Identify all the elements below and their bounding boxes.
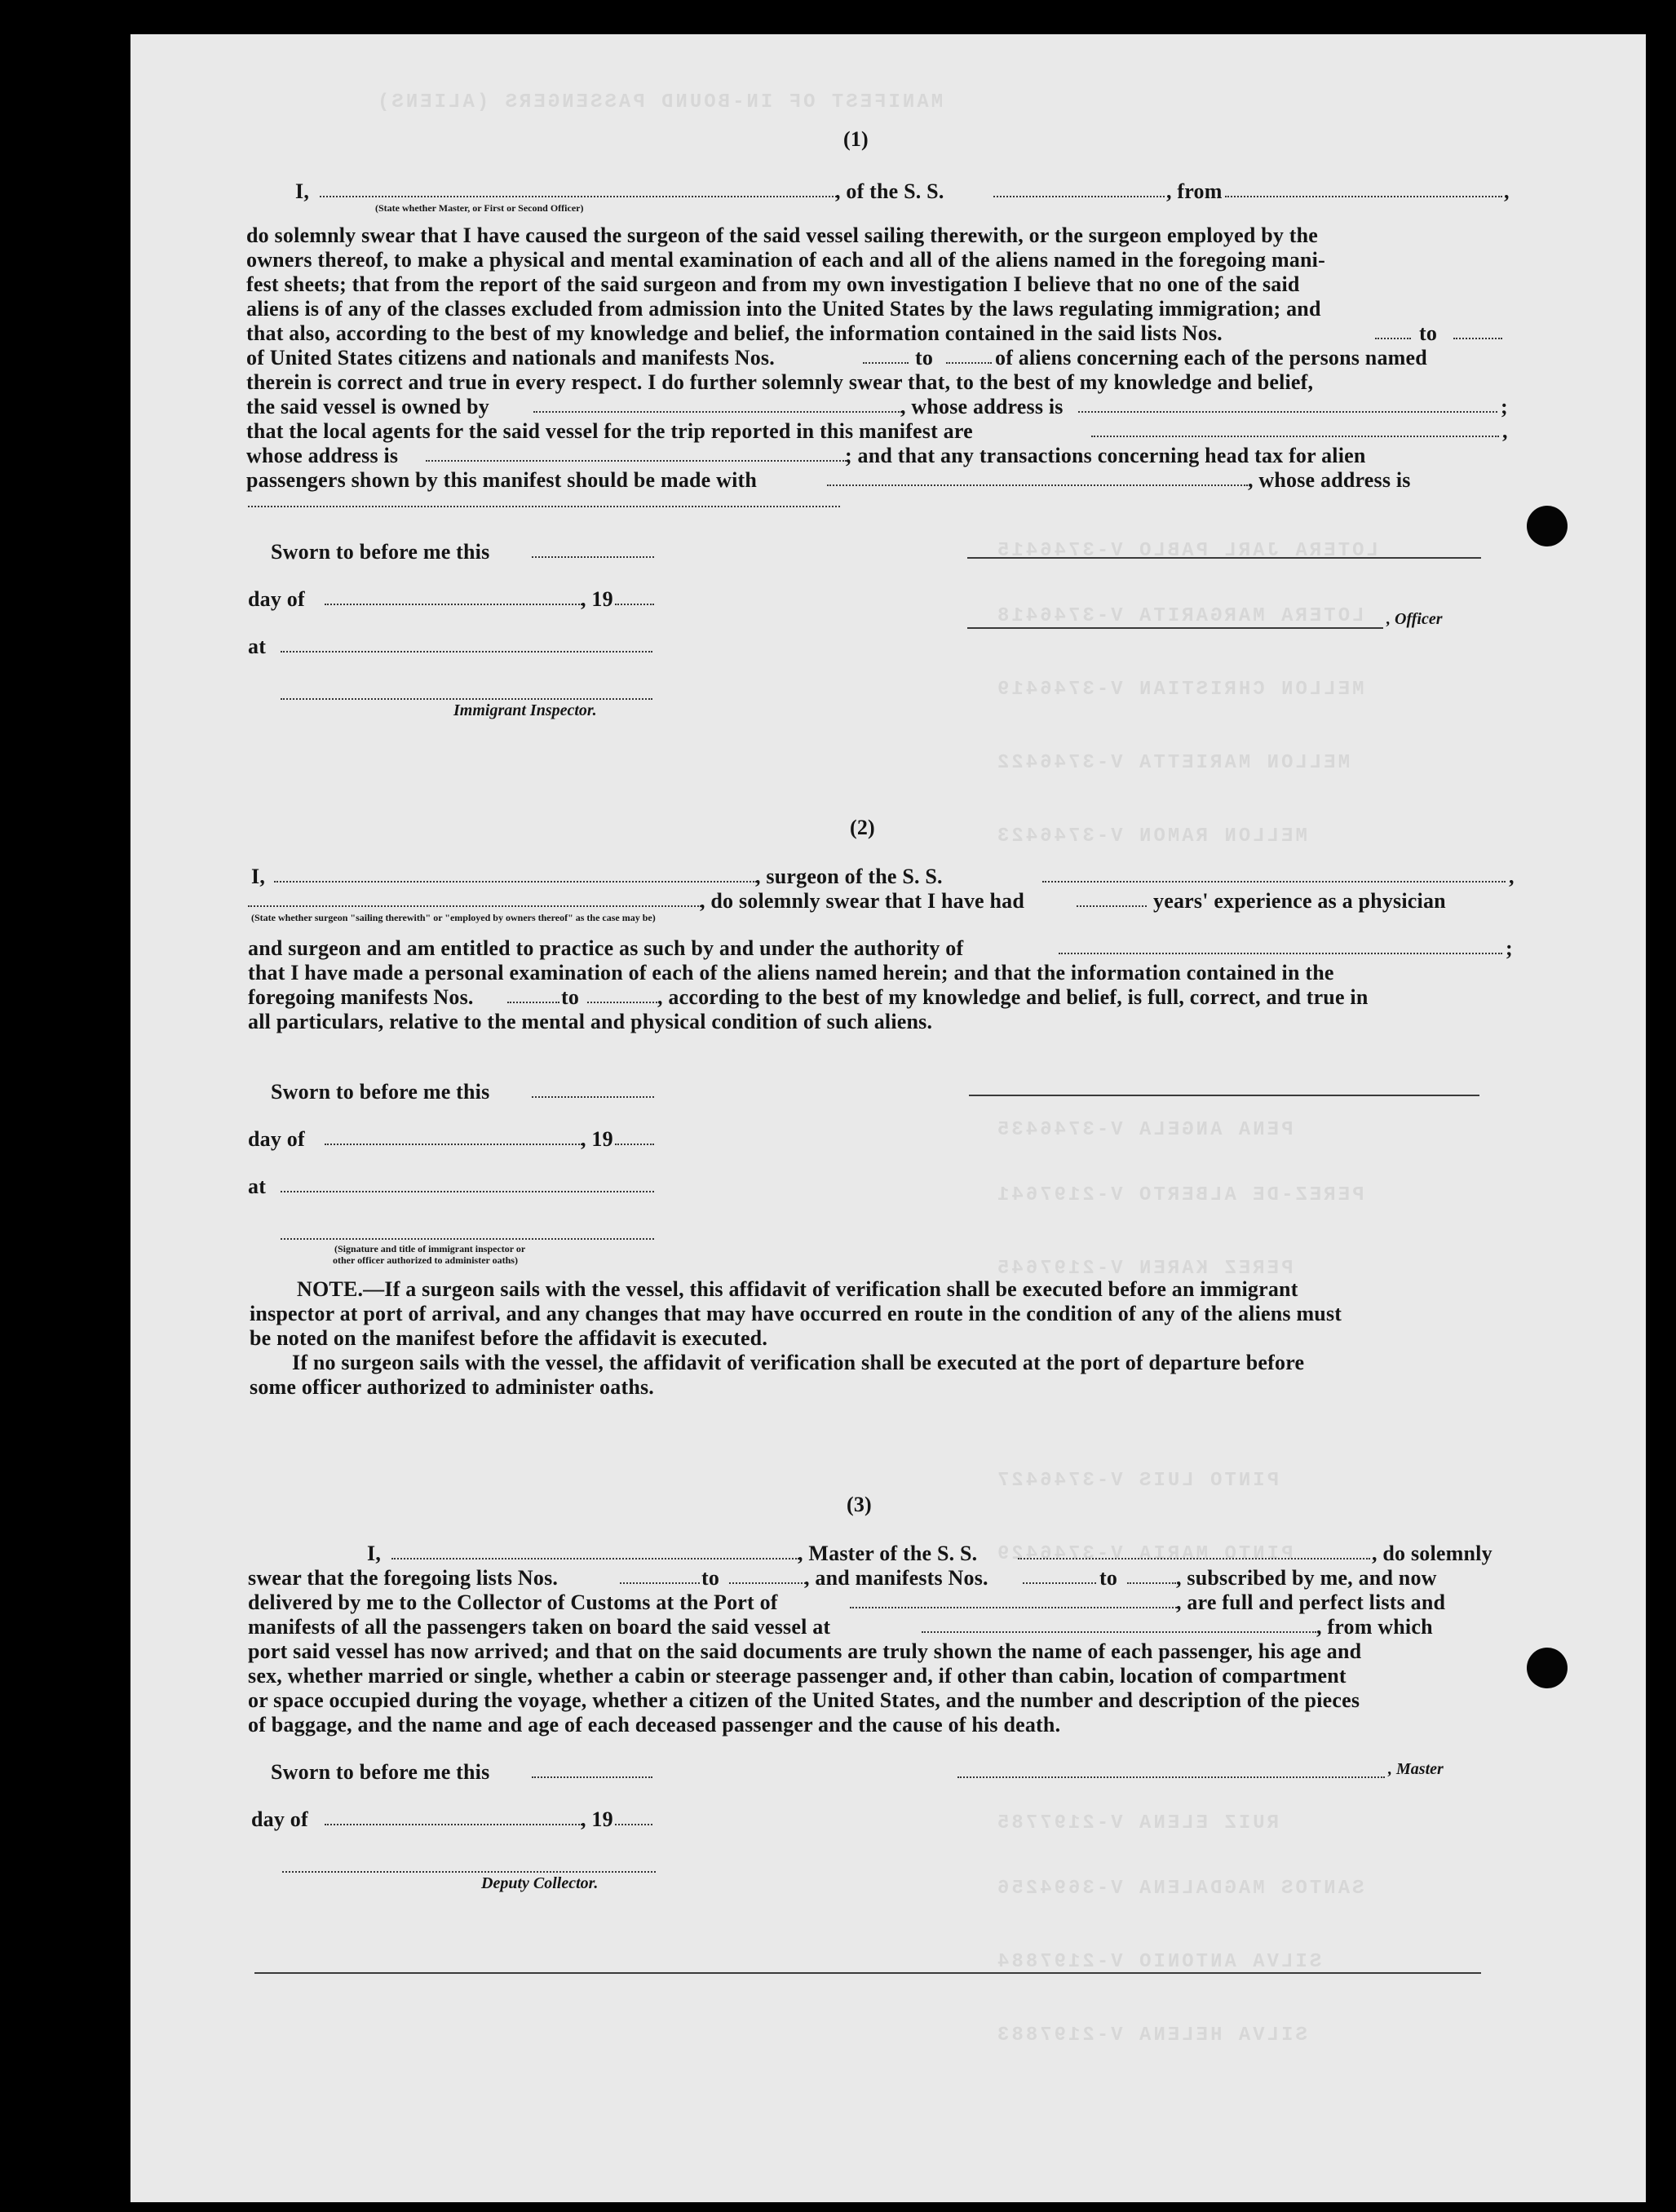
- bleed-through-text: SILVA ANTONIO V-2197884: [995, 1951, 1322, 1973]
- oath-line: therein is correct and true in every respect. I do further solemnly swear that, to the best of my knowledge and belief,: [246, 370, 1314, 394]
- master-name-field[interactable]: [320, 196, 837, 197]
- oath-line: that the local agents for the said vessel for the trip reported in this manifest are: [246, 419, 973, 443]
- oath-line: port said vessel has now arrived; and that on the said documents are truly shown the name of each passenger, his age and: [248, 1639, 1362, 1663]
- label-to: to: [561, 985, 580, 1009]
- oath-line: foregoing manifests Nos.: [248, 985, 474, 1009]
- bleed-through-text: PINTO MARIA V-3746429: [995, 1543, 1293, 1565]
- bleed-through-text: PEREZ KAREN V-2197645: [995, 1258, 1293, 1280]
- year-label: , 19: [581, 1807, 613, 1831]
- oath-line: swear that the foregoing lists Nos.: [248, 1566, 559, 1590]
- inspector-signature-line[interactable]: [281, 1238, 654, 1240]
- bleed-through-text: LOTERA MARGARITA V-3746418: [995, 605, 1364, 627]
- local-agents-field[interactable]: [1091, 436, 1499, 437]
- label-to: to: [1099, 1566, 1118, 1590]
- surgeon-manifests-from-field[interactable]: [507, 1002, 559, 1003]
- label-surgeon-of: , surgeon of the S. S.: [755, 865, 943, 888]
- years-experience-field[interactable]: [1077, 905, 1147, 907]
- label-from: , from: [1166, 179, 1223, 203]
- day-of-label: day of: [248, 587, 305, 611]
- label-to: to: [1419, 321, 1438, 345]
- bleed-through-text: PINTO LUIS V-3746427: [995, 1470, 1280, 1492]
- authority-field[interactable]: [1059, 953, 1502, 954]
- oath-line: of aliens concerning each of the persons named: [995, 346, 1427, 369]
- year-label: , 19: [581, 587, 613, 611]
- punctuation: ,: [1502, 419, 1508, 443]
- month-field[interactable]: [325, 1144, 582, 1145]
- embarkation-port-field[interactable]: [922, 1631, 1316, 1633]
- collector-port-field[interactable]: [850, 1607, 1179, 1608]
- manifests-from-field[interactable]: [1023, 1582, 1096, 1584]
- sworn-date-field[interactable]: [532, 1096, 654, 1098]
- master-name-field[interactable]: [391, 1558, 799, 1559]
- sworn-label: Sworn to before me this: [271, 540, 490, 564]
- place-field[interactable]: [281, 1191, 654, 1192]
- oath-line: the said vessel is owned by: [246, 395, 489, 418]
- bleed-through-text: PEREZ-DE ALBERTO V-2197641: [995, 1184, 1364, 1206]
- bleed-through-text: MANIFEST OF IN-BOUND PASSENGERS (ALIENS): [375, 91, 944, 113]
- lists-from-field[interactable]: [1375, 338, 1411, 339]
- oath-line: delivered by me to the Collector of Customs at the Port of: [248, 1590, 778, 1614]
- surgeon-caption: (State whether surgeon "sailing therewith" or "employed by owners thereof" as the case may be): [251, 912, 656, 923]
- at-label: at: [248, 635, 267, 658]
- bleed-through-text: SILVA HELENA V-2197883: [995, 2024, 1307, 2046]
- oath-line: years' experience as a physician: [1153, 889, 1446, 913]
- oath-line: aliens is of any of the classes excluded from admission into the United States by the laws regulating immigration; and: [246, 297, 1321, 321]
- month-field[interactable]: [325, 1824, 582, 1825]
- oath-line: all particulars, relative to the mental and physical condition of such aliens.: [248, 1010, 933, 1033]
- punctuation: ,: [1504, 179, 1510, 203]
- oath-line: , and manifests Nos.: [804, 1566, 988, 1590]
- vessel-name-field[interactable]: [1018, 1558, 1370, 1559]
- collector-signature-line[interactable]: [282, 1871, 656, 1873]
- note-line: NOTE.—If a surgeon sails with the vessel, this affidavit of verification shall be executed before an immigrant: [297, 1277, 1298, 1301]
- surgeon-status-field[interactable]: [248, 905, 701, 907]
- lists-from-field[interactable]: [620, 1582, 700, 1584]
- day-of-label: day of: [251, 1807, 308, 1831]
- oath-line: , according to the best of my knowledge and belief, is full, correct, and true in: [657, 985, 1369, 1009]
- section-number-2: (2): [850, 816, 875, 839]
- label-to: to: [701, 1566, 720, 1590]
- bleed-through-text: PENA ANGELA V-3746435: [995, 1119, 1293, 1141]
- head-tax-address-field[interactable]: [248, 506, 840, 507]
- year-field[interactable]: [615, 604, 654, 605]
- oath-line: , are full and perfect lists and: [1176, 1590, 1446, 1614]
- note-line: inspector at port of arrival, and any changes that may have occurred en route in the condition of any of the aliens must: [250, 1302, 1342, 1325]
- label-master-of: , Master of the S. S.: [798, 1542, 978, 1565]
- note-line: be noted on the manifest before the affidavit is executed.: [250, 1326, 768, 1350]
- port-from-field[interactable]: [1225, 196, 1502, 197]
- signature-caption: other officer authorized to administer oaths): [333, 1254, 518, 1266]
- at-label: at: [248, 1175, 267, 1198]
- lists-to-field[interactable]: [1453, 338, 1502, 339]
- inspector-label: Immigrant Inspector.: [453, 701, 597, 719]
- manifests-from-field[interactable]: [863, 362, 909, 364]
- oath-line: , from which: [1316, 1615, 1433, 1639]
- year-field[interactable]: [615, 1824, 652, 1825]
- punctuation: ,: [1509, 865, 1515, 888]
- bleed-through-text: MELLON MARIETTA V-3746422: [995, 752, 1351, 774]
- label-i: I,: [295, 179, 310, 203]
- oath-line: of baggage, and the name and age of each deceased passenger and the cause of his death.: [248, 1713, 1061, 1736]
- oath-line: or space occupied during the voyage, whether a citizen of the United States, and the number and description of the pieces: [248, 1688, 1360, 1712]
- oath-line: that I have made a personal examination of each of the aliens named herein; and that the information contained in the: [248, 961, 1334, 984]
- surgeon-manifests-to-field[interactable]: [587, 1002, 657, 1003]
- vessel-name-field[interactable]: [993, 196, 1165, 197]
- year-label: , 19: [581, 1127, 613, 1151]
- binder-hole: [1527, 506, 1568, 546]
- signature-caption: (Signature and title of immigrant inspector or: [334, 1243, 526, 1254]
- bleed-through-text: MELLON RAMON V-3746423: [995, 825, 1307, 847]
- day-of-label: day of: [248, 1127, 305, 1151]
- head-tax-party-field[interactable]: [827, 484, 1248, 486]
- oath-line: sex, whether married or single, whether a cabin or steerage passenger and, if other than cabin, location of compartment: [248, 1664, 1347, 1688]
- agents-address-field[interactable]: [426, 460, 847, 462]
- oath-line: , do solemnly: [1372, 1542, 1492, 1565]
- bleed-through-text: SANTOS MAGDALENA V-3694256: [995, 1878, 1364, 1900]
- year-field[interactable]: [615, 1144, 654, 1145]
- oath-line: , whose address is: [1248, 468, 1411, 492]
- oath-line: fest sheets; that from the report of the said surgeon and from my own investigation I believe that no one of the said: [246, 272, 1300, 296]
- label-of-ss: , of the S. S.: [835, 179, 944, 203]
- lists-to-field[interactable]: [729, 1582, 806, 1584]
- sworn-date-field[interactable]: [532, 1776, 652, 1778]
- oath-line: manifests of all the passengers taken on board the said vessel at: [248, 1615, 831, 1639]
- sworn-label: Sworn to before me this: [271, 1080, 490, 1104]
- officer-name-line[interactable]: [967, 627, 1383, 629]
- bleed-through-text: RUIZ ELENA V-2197785: [995, 1812, 1280, 1834]
- section-number-3: (3): [847, 1493, 872, 1516]
- oath-line: of United States citizens and nationals and manifests Nos.: [246, 346, 775, 369]
- oath-line: passengers shown by this manifest should be made with: [246, 468, 758, 492]
- oath-line: whose address is: [246, 444, 399, 467]
- bleed-through-text: MELLON CHRISTIAN V-3746419: [995, 679, 1364, 701]
- manifest-reverse-page: [130, 34, 1646, 2202]
- label-to: to: [915, 346, 934, 369]
- section-number-1: (1): [843, 127, 869, 151]
- sworn-label: Sworn to before me this: [271, 1760, 490, 1784]
- label-i: I,: [251, 865, 266, 888]
- surgeon-name-field[interactable]: [274, 881, 757, 883]
- master-label: , Master: [1388, 1760, 1444, 1778]
- oath-line: ; and that any transactions concerning head tax for alien: [845, 444, 1366, 467]
- oath-line: and surgeon and am entitled to practice as such by and under the authority of: [248, 936, 964, 960]
- oath-line: that also, according to the best of my knowledge and belief, the information contained in the said lists Nos.: [246, 321, 1223, 345]
- bleed-through-text: LOTERA JARL PABLO V-3746415: [995, 540, 1378, 562]
- binder-hole: [1527, 1648, 1568, 1688]
- punctuation: ;: [1501, 395, 1508, 418]
- sworn-date-field[interactable]: [532, 556, 654, 558]
- month-field[interactable]: [325, 604, 582, 605]
- label-whose-address: , whose address is: [900, 395, 1064, 418]
- manifests-to-field[interactable]: [1127, 1582, 1176, 1584]
- oath-line: owners thereof, to make a physical and mental examination of each and all of the aliens named in the foregoing mani-: [246, 248, 1325, 272]
- manifests-to-field[interactable]: [946, 362, 992, 364]
- officer-label: , Officer: [1386, 610, 1443, 628]
- surgeon-vessel-field[interactable]: [1042, 881, 1506, 883]
- oath-line: do solemnly swear that I have caused the surgeon of the said vessel sailing therewith, or the surgeon employed by the: [246, 223, 1319, 247]
- master-caption: (State whether Master, or First or Second Officer): [375, 202, 584, 214]
- oath-line: , subscribed by me, and now: [1176, 1566, 1437, 1590]
- collector-label: Deputy Collector.: [481, 1874, 599, 1892]
- owner-address-field[interactable]: [1078, 411, 1497, 413]
- note-line: some officer authorized to administer oaths.: [250, 1375, 654, 1399]
- place-field[interactable]: [281, 651, 652, 653]
- bottom-rule: [254, 1972, 1481, 1974]
- surgeon-signature-line[interactable]: [969, 1095, 1479, 1096]
- officer-signature-line[interactable]: [967, 557, 1481, 559]
- master-signature-line[interactable]: [957, 1776, 1385, 1778]
- owner-field[interactable]: [533, 411, 902, 413]
- oath-line: , do solemnly swear that I have had: [700, 889, 1025, 913]
- punctuation: ;: [1506, 936, 1513, 960]
- label-i: I,: [367, 1542, 382, 1565]
- note-line: If no surgeon sails with the vessel, the affidavit of verification shall be executed at the port of departure before: [292, 1351, 1305, 1374]
- inspector-signature-line[interactable]: [281, 698, 652, 700]
